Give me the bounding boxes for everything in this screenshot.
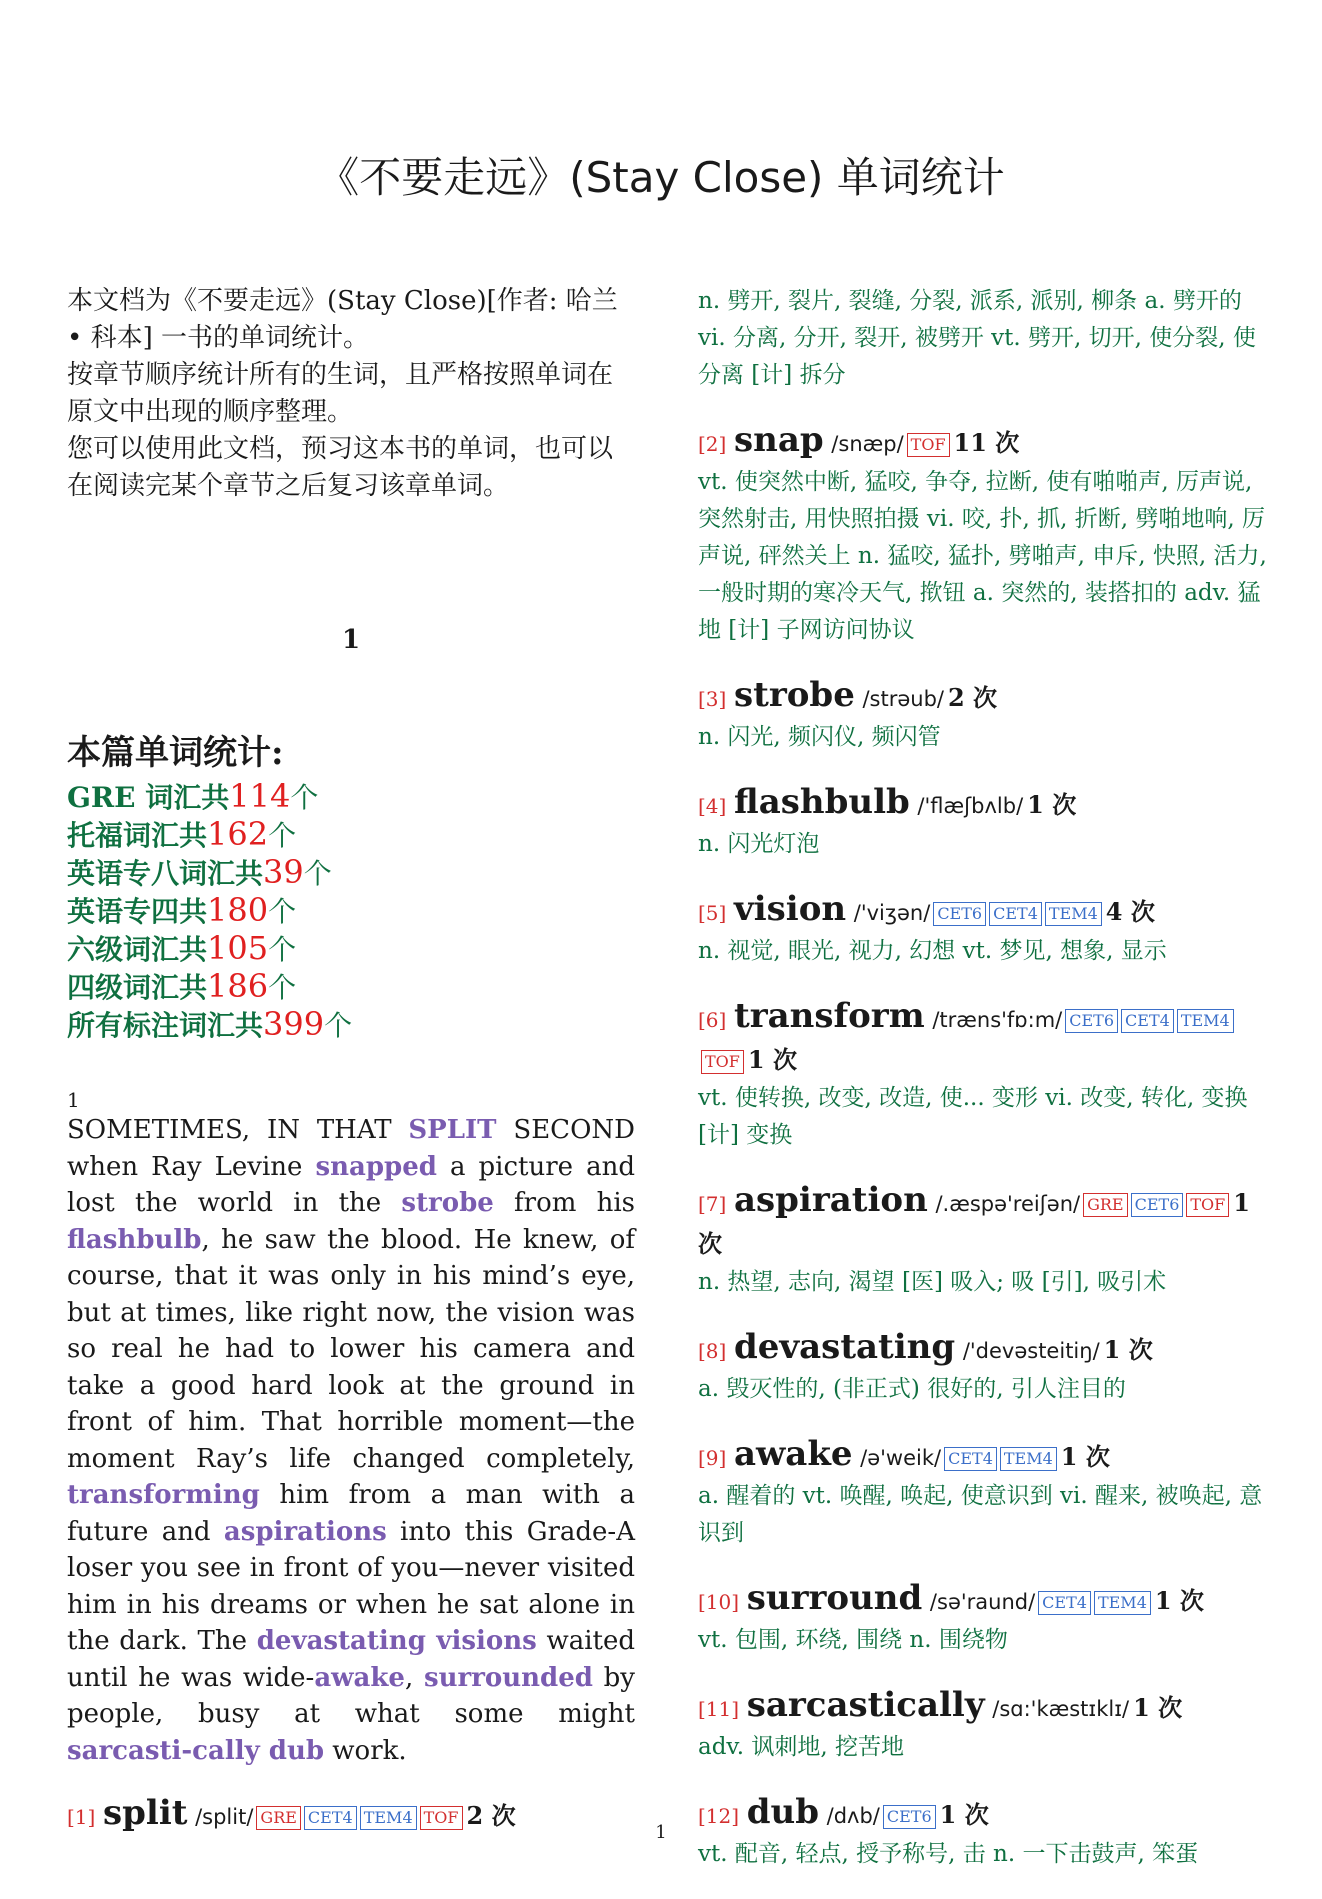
- entry-index: [10]: [698, 1590, 740, 1614]
- entry-count: 1 次: [1154, 1586, 1204, 1615]
- stat-row: [67, 854, 635, 892]
- stat-count: 114: [229, 777, 291, 815]
- vocab-entry: [698, 889, 1268, 970]
- exam-tag: CET6: [1131, 1193, 1184, 1217]
- entry-count: 1 次: [1060, 1442, 1110, 1471]
- entry-index: [2]: [698, 432, 727, 456]
- entry-word: flashbulb: [733, 782, 910, 822]
- entry-index: [5]: [698, 901, 727, 925]
- stats-list: [67, 778, 635, 1044]
- entry-head: [698, 996, 1268, 1080]
- exam-tag: CET6: [1065, 1009, 1118, 1033]
- exam-tag: CET4: [1121, 1009, 1174, 1033]
- exam-tag: CET6: [933, 902, 986, 926]
- entry-word: sarcastically: [746, 1685, 985, 1725]
- definition: n. 闪光, 频闪仪, 频闪管: [698, 724, 941, 750]
- stat-count: 180: [207, 891, 269, 929]
- stat-count: 39: [263, 853, 304, 891]
- definition: vt. 使突然中断, 猛咬, 争夺, 拉断, 使有啪啪声, 厉声说, 突然射击, 用快照拍摄 vi. 咬, 扑, 抓, 折断, 劈啪地响, 厉声说, 砰然关上 n. 猛咬, 猛扑, 劈啪声, 申斥, 快照, 活力, 一般时期的寒冷天气, 揿钮 a. 突然的, 装搭扣的 adv. 猛地 [计] 子网访问协议: [698, 469, 1267, 643]
- stat-label: GRE 词汇共: [67, 781, 230, 814]
- entry-pronunciation: /sɑ:'kæstɪklɪ/: [992, 1697, 1130, 1721]
- stat-row: [67, 892, 635, 930]
- exam-tag: CET4: [989, 902, 1042, 926]
- right-column: [698, 283, 1268, 1899]
- entry-pronunciation: /træns'fɒ:m/: [932, 1008, 1063, 1032]
- highlighted-word: transforming: [67, 1480, 260, 1510]
- text-segment: from his: [493, 1188, 635, 1218]
- entry-word: devastating: [733, 1327, 956, 1367]
- entry-count: 2 次: [466, 1801, 516, 1830]
- stat-count: 186: [207, 967, 269, 1005]
- entry-pronunciation: /strəub/: [862, 687, 944, 711]
- intro: [67, 283, 635, 505]
- entry-pronunciation: /'devəsteitiŋ/: [962, 1339, 1100, 1363]
- stat-unit: 个: [303, 857, 332, 890]
- entry-count: 1 次: [1133, 1693, 1183, 1722]
- entry-head: [698, 1685, 1268, 1729]
- entry-index: [7]: [698, 1192, 727, 1216]
- exam-tag: GRE: [256, 1806, 301, 1830]
- stat-label: 托福词汇共: [67, 819, 208, 852]
- text-segment: ,: [404, 1662, 424, 1693]
- vocab-entry: [698, 1685, 1268, 1766]
- definition: vt. 配音, 轻点, 授予称号, 击 n. 一下击鼓声, 笨蛋: [698, 1841, 1199, 1867]
- stat-label: 英语专八词汇共: [67, 857, 264, 890]
- vocab-def-split: [698, 283, 1268, 394]
- stat-row: [67, 1006, 635, 1044]
- entry-count: 1 次: [747, 1045, 797, 1074]
- entry-index: [4]: [698, 794, 727, 818]
- vocab-entry: [698, 996, 1268, 1154]
- entry-index: [6]: [698, 1008, 727, 1032]
- entry-pronunciation: /snæp/: [831, 432, 904, 456]
- entry-index: [8]: [698, 1339, 727, 1363]
- stat-row: [67, 968, 635, 1006]
- stat-count: 162: [207, 815, 269, 853]
- exam-tag: TOF: [701, 1050, 744, 1074]
- exam-tag: CET4: [304, 1806, 357, 1830]
- stat-row: [67, 816, 635, 854]
- stat-label: 英语专四共: [67, 895, 208, 928]
- entry-count: 4 次: [1105, 897, 1155, 926]
- stat-label: 四级词汇共: [67, 971, 208, 1004]
- highlighted-word: surrounded: [423, 1662, 593, 1693]
- exam-tag: TEM4: [1000, 1447, 1057, 1471]
- entry-word: vision: [733, 889, 847, 929]
- highlighted-word: devastating visions: [256, 1626, 537, 1656]
- entry-word: strobe: [733, 675, 855, 715]
- exam-tag: TOF: [420, 1806, 463, 1830]
- entry-head: [698, 1578, 1268, 1622]
- entry-count: 2 次: [948, 683, 998, 712]
- entry-pronunciation: /'flæʃbʌlb/: [917, 794, 1024, 818]
- entry-head: [698, 1434, 1268, 1478]
- entry-index: [11]: [698, 1697, 740, 1721]
- text-segment: into this Grade-A loser you see in front of you—never visited him in his dreams or when he sat alone in the dark. The: [67, 1516, 635, 1656]
- paragraph-text: [67, 1112, 635, 1769]
- definition: n. 视觉, 眼光, 视力, 幻想 vt. 梦见, 想象, 显示: [698, 938, 1167, 964]
- entry-count: 1 次: [1103, 1335, 1153, 1364]
- text-segment: a picture and lost the world in the: [67, 1151, 636, 1218]
- stats-heading: 本篇单词统计:: [67, 733, 284, 773]
- entry-word: split: [102, 1793, 188, 1833]
- vocab-entry: [698, 420, 1268, 649]
- highlighted-word: sarcasti-cally dub: [67, 1735, 325, 1766]
- entry-head: [698, 889, 1268, 933]
- intro-line: 您可以使用此文档，预习这本书的单词，也可以在阅读完某个章节之后复习该章单词。: [67, 434, 614, 501]
- text-segment: him from a man with a future and: [67, 1480, 635, 1547]
- text-segment: , he saw the blood. He knew, of course, that it was only in his mind’s eye, but at times, like right now, the vision was so real he had to lower his camera and take a good hard look at the ground in front of him. That horrible moment—the moment Ray’s life changed completely,: [67, 1224, 635, 1474]
- entry-word: awake: [733, 1434, 853, 1474]
- stat-count: 399: [263, 1005, 325, 1043]
- entry-word: transform: [733, 996, 925, 1036]
- entry-head: [698, 420, 1268, 464]
- entry-index: [1]: [67, 1805, 96, 1829]
- text-segment: waited until he was wide-: [67, 1626, 635, 1693]
- exam-tag: TEM4: [1177, 1009, 1234, 1033]
- text-segment: by people, busy at what some might: [67, 1662, 635, 1729]
- definition: a. 毁灭性的, (非正式) 很好的, 引人注目的: [698, 1376, 1126, 1402]
- entry-head: [698, 782, 1268, 826]
- exam-tag: GRE: [1083, 1193, 1128, 1217]
- definition: adv. 讽刺地, 挖苦地: [698, 1734, 904, 1760]
- entry-count: 1 次: [1027, 790, 1077, 819]
- text-segment: SECOND when Ray Levine: [67, 1115, 635, 1182]
- entry-word: aspiration: [733, 1180, 928, 1220]
- highlighted-word: SPLIT: [408, 1115, 497, 1145]
- entry-index: [9]: [698, 1446, 727, 1470]
- exam-tag: CET6: [883, 1805, 936, 1829]
- exam-tag: TOF: [907, 433, 950, 457]
- entry-count: 1 次: [698, 1188, 1250, 1258]
- entry-index: [12]: [698, 1804, 740, 1828]
- entry-pronunciation: /.æspə'reiʃən/: [935, 1192, 1081, 1216]
- paragraph-number: 1: [67, 1088, 80, 1112]
- entry-pronunciation: /dʌb/: [826, 1804, 880, 1828]
- text-segment: SOMETIMES, IN THAT: [67, 1115, 409, 1145]
- vocab-entry: [698, 1578, 1268, 1659]
- highlighted-word: strobe: [401, 1188, 494, 1218]
- exam-tag: TEM4: [1094, 1591, 1151, 1615]
- entry-pronunciation: /split/: [195, 1805, 254, 1829]
- vocab-entry: [698, 782, 1268, 863]
- vocab-entry: [698, 1434, 1268, 1552]
- stat-unit: 个: [268, 933, 297, 966]
- exam-tag: CET4: [1038, 1591, 1091, 1615]
- stat-unit: 个: [268, 971, 297, 1004]
- stat-unit: 个: [268, 819, 297, 852]
- definition: n. 劈开, 裂片, 裂缝, 分裂, 派系, 派别, 柳条 a. 劈开的 vi. 分离, 分开, 裂开, 被劈开 vt. 劈开, 切开, 使分裂, 使分离 [计] 拆分: [698, 288, 1256, 388]
- definition: vt. 使转换, 改变, 改造, 使... 变形 vi. 改变, 转化, 变换 [计] 变换: [698, 1085, 1248, 1148]
- text-segment: work.: [324, 1735, 407, 1766]
- vocab-entry: [698, 675, 1268, 756]
- highlighted-word: aspirations: [223, 1516, 387, 1547]
- highlighted-word: awake: [314, 1662, 405, 1693]
- highlighted-word: flashbulb: [67, 1224, 202, 1255]
- definition: vt. 包围, 环绕, 围绕 n. 围绕物: [698, 1627, 1008, 1653]
- entry-count: 1 次: [939, 1800, 989, 1829]
- vocab-entry: [698, 1327, 1268, 1408]
- intro-line: 按章节顺序统计所有的生词，且严格按照单词在原文中出现的顺序整理。: [67, 360, 614, 427]
- vocab-list: [698, 420, 1268, 1873]
- stat-count: 105: [207, 929, 269, 967]
- stat-unit: 个: [268, 895, 297, 928]
- stat-row: [67, 778, 635, 816]
- entry-index: [3]: [698, 687, 727, 711]
- definition: a. 醒着的 vt. 唤醒, 唤起, 使意识到 vi. 醒来, 被唤起, 意识到: [698, 1483, 1263, 1546]
- entry-pronunciation: /'viʒən/: [853, 901, 931, 925]
- stat-row: [67, 930, 635, 968]
- entry-head: [698, 1327, 1268, 1371]
- entry-word: surround: [746, 1578, 923, 1618]
- exam-tag: TOF: [1186, 1193, 1229, 1217]
- highlighted-word: snapped: [315, 1151, 437, 1182]
- definition: n. 闪光灯泡: [698, 831, 820, 857]
- definition: n. 热望, 志向, 渴望 [医] 吸入; 吸 [引], 吸引术: [698, 1269, 1167, 1295]
- chapter-number: 1: [341, 625, 361, 655]
- vocab-entry: [698, 1180, 1268, 1301]
- entry-head: [698, 1180, 1268, 1264]
- stat-label: 六级词汇共: [67, 933, 208, 966]
- entry-count: 11 次: [953, 428, 1020, 457]
- stat-label: 所有标注词汇共: [67, 1009, 264, 1042]
- exam-tag: TEM4: [1045, 902, 1102, 926]
- page-number: 1: [655, 1822, 667, 1843]
- stat-unit: 个: [290, 781, 319, 814]
- entry-pronunciation: /ə'weik/: [860, 1446, 942, 1470]
- stat-unit: 个: [324, 1009, 353, 1042]
- entry-word: snap: [733, 420, 824, 460]
- entry-word: dub: [746, 1792, 819, 1832]
- exam-tag: TEM4: [360, 1806, 417, 1830]
- entry-pronunciation: /sə'raund/: [929, 1590, 1036, 1614]
- entry-head: [698, 675, 1268, 719]
- intro-line: 本文档为《不要走远》(Stay Close)[作者: 哈兰 • 科本] 一书的单词统计。: [67, 286, 618, 353]
- exam-tag: CET4: [944, 1447, 997, 1471]
- left-column: [67, 283, 635, 1863]
- document-title: 《不要走远》(Stay Close) 单词统计: [317, 153, 1005, 202]
- stats-block: [67, 725, 635, 1044]
